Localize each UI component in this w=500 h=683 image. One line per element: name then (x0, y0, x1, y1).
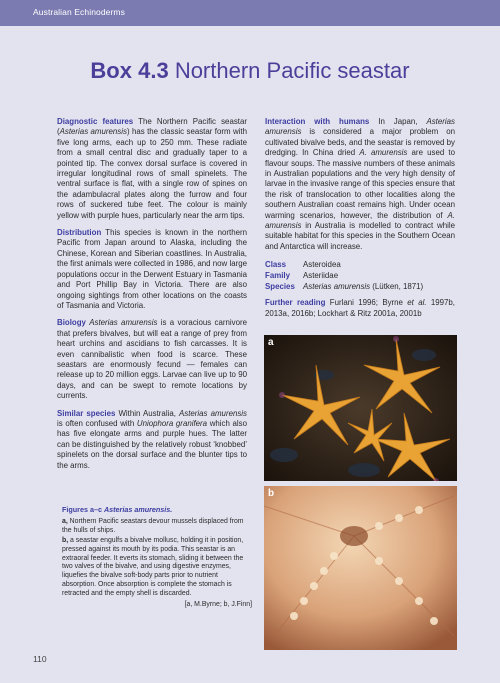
similar-species-heading: Similar species (57, 408, 116, 418)
figure-a-label: a (268, 337, 274, 348)
right-column (265, 117, 455, 326)
figure-a-photo (264, 335, 457, 481)
distribution-heading: Distribution (57, 228, 102, 238)
caption-b: b, a seastar engulfs a bivalve mollusc, holding it in position, pressed against its mouth by its podia. This seastar is an extraoral feeder. It everts its stomach, sliding it between the two valves of the bivalve, and using digestive enzymes, liquefies the bivalve soft-body parts prior to nutrient absorption. Once absorption is complete the stomach is retracted and the empty shell is discarded. (62, 536, 244, 598)
biology-heading: Biology (57, 318, 86, 328)
similar-species-paragraph: Similar species Within Australia, Asterias amurensis is often confused with Uniophora granifera which also has five elongate arms and purple hues. The latter can be distinguished by the relatively robust ‘knobbed’ spinelets on the dorsal surface and the blunter tips to the arms. (57, 408, 248, 470)
figure-caption (62, 506, 252, 610)
distribution-paragraph: Distribution This species is known in the northern Pacific from Japan around to Alaska, including the Chinese, Korean and Siberian coastlines. In Australia, the first animals were collected in 1986, and now large populations occur in the Derwent Estuary in Tasmania and Port Phillip Bay in Victoria. There are also ongoing sightings from other locations on the coasts of Tasmania and Victoria. (57, 228, 247, 310)
further-reading-heading: Further reading (265, 298, 326, 308)
diagnostic-heading: Diagnostic features (57, 117, 134, 126)
page-number: 110 (33, 654, 47, 664)
interaction-heading: Interaction with humans (265, 117, 370, 126)
diagnostic-paragraph: Diagnostic features The Northern Pacific seastar (Asterias amurensis) has the classic seastar form with five long arms, each up to 250 mm. These radiate from a small central disc and gradually taper to a pointed tip. The convex dorsal surface is covered in irregular longitudinal rows of small spinelets. The ventral surface is flat, with a single row of spines on the adambulacral plates along the furrow and four rows of suckered tube feet. The colour is mainly yellow with purple hues, particularly near the arm tips. (57, 117, 247, 220)
box-number: Box 4.3 (90, 58, 169, 83)
interaction-paragraph: Interaction with humans In Japan, Asterias amurensis is considered a major problem on cultivated bivalve beds, and the seastar is removed by dredging. In China dried A. amurensis are used to flavour soups. The massive numbers of these animals in Australian populations and the very high density of larvae in the invasive range of this species ensure that the risk of translocation to other localities along the southern Australian coast remains high. Under ocean warming scenarios, however, the distribution of A. amurensis in Australia is modelled to contract while suitable habitat for this species in the Southern Ocean and Antarctica will increase. (265, 117, 455, 251)
further-reading-paragraph: Further reading Furlani 1996; Byrne et al. 1997b, 2013a, 2016b; Lockhart & Ritz 2001a, 2001b (265, 298, 456, 318)
box-title-text: Northern Pacific seastar (174, 58, 410, 83)
caption-title: Figures a–c Asterias amurensis. (62, 505, 173, 514)
figure-b-photo (264, 486, 457, 650)
photo-credit: [a, M.Byrne; b, J.Finn] (184, 601, 252, 609)
taxonomy-row: Species Asterias amurensis (Lütken, 1871) (265, 282, 424, 292)
seastar-feeding-image (264, 486, 457, 650)
figure-b-label: b (268, 488, 275, 499)
running-head: Australian Echinoderms (33, 7, 125, 17)
box-title (0, 58, 500, 84)
taxonomy-block (265, 259, 455, 292)
seastars-on-mussels-image (264, 335, 457, 481)
biology-paragraph: Biology Asterias amurensis is a voracious carnivore that prefers bivalves, but will eat a range of prey from heart urchins and ascidians to fish carcasses. It is even cannibalistic when food is scarce. These seastars are enormously fecund — females can release up to 20 million eggs. Larvae can live up to 90 days, and can be swept to remote locations by currents. (57, 318, 247, 401)
taxonomy-row: Class Asteroidea (265, 260, 341, 270)
caption-a: a, Northern Pacific seastars devour mussels displaced from the hulls of ships. (62, 517, 244, 534)
left-column (57, 117, 247, 478)
taxonomy-row: Family Asteriidae (265, 271, 339, 281)
